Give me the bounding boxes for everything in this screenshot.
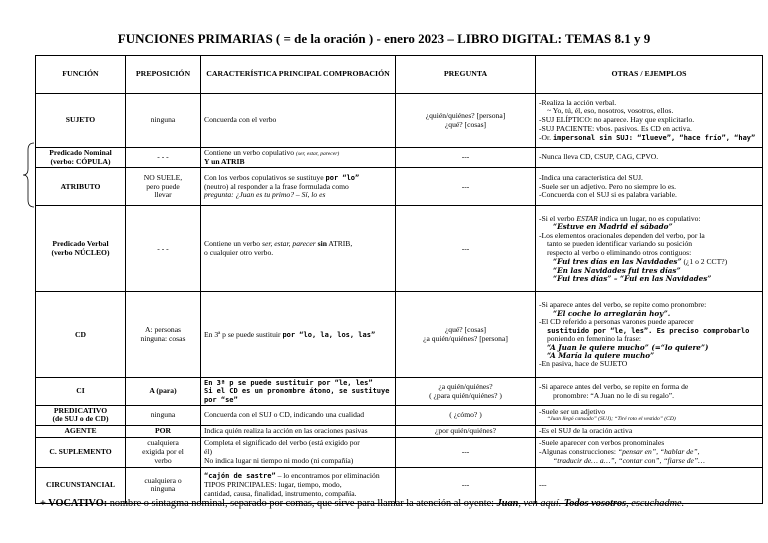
cell-otras: -Si el verbo ESTAR indica un lugar, no es copulativo: “Estuve en Madrid el sábado” -Los elementos oracionales dependen del verbo, por la tanto se pueden identificar variando su posición respecto al verbo o eliminando otros contiguos: “Fui tres días en las Navidades” (¿1 o 2 CCT?) “En las Navidades fui tres días” “Fui tres días” – “Fui en las Navidades” xyxy=(536,206,763,292)
header-funcion: FUNCIÓN xyxy=(36,56,126,94)
cell-preposicion: NO SUELE, pero puede llevar xyxy=(126,168,201,206)
cell-otras: -Realiza la acción verbal. ~ Yo, tú, él, eso, nosotros, vosotros, ellos. -SUJ ELÍPTICO: no aparece. Hay que explicitarlo. -SUJ PACIENTE: vbos. pasivos. Es CD en activa. -Or. impersonal sin SUJ: “Ilueve”, “hace frío”, “hay” xyxy=(536,94,763,148)
cell-caracteristica: Contiene un verbo ser, estar, parecer sin ATRIB, o cualquier otro verbo. xyxy=(201,206,396,292)
cell-pregunta: ( ¿cómo? ) xyxy=(396,405,536,425)
functions-table xyxy=(35,55,763,504)
cell-funcion: ATRIBUTO xyxy=(36,168,126,206)
header-row xyxy=(36,56,763,94)
cell-preposicion: A: personas ninguna: cosas xyxy=(126,292,201,378)
table-row-sujeto xyxy=(36,94,763,148)
cell-preposicion: - - - xyxy=(126,206,201,292)
cell-otras: -Indica una característica del SUJ. -Suele ser un adjetivo. Pero no siempre lo es. -Concuerda con el SUJ si es palabra variable. xyxy=(536,168,763,206)
cell-preposicion: cualquiera o ninguna xyxy=(126,467,201,503)
cell-otras: -Si aparece antes del verbo, se repite como pronombre: “El coche lo arreglarán hoy”. -El CD referido a personas varones puede aparecer sustituido por “le, les”. Es preciso comprobarlo poniendo en femenino la frase: “A Juan le quiere mucho” (=“lo quiere”) “A María la quiere mucho” -En pasiva, hace de SUJETO xyxy=(536,292,763,378)
table-row-cd xyxy=(36,292,763,378)
table-row-atributo xyxy=(36,168,763,206)
cell-caracteristica: “cajón de sastre” – lo encontramos por eliminación TIPOS PRINCIPALES: lugar, tiempo, modo, cantidad, causa, finalidad, instrumento, compañía. xyxy=(201,467,396,503)
cell-pregunta: ¿qué? [cosas] ¿a quién/quiénes? [persona] xyxy=(396,292,536,378)
table-row-predicado-nominal xyxy=(36,148,763,168)
cell-otras: -Si aparece antes del verbo, se repite en forma de pronombre: “A Juan no le di su regalo”. xyxy=(536,378,763,405)
cell-funcion: CIRCUNSTANCIAL xyxy=(36,467,126,503)
cell-preposicion: cualquiera exigida por el verbo xyxy=(126,437,201,467)
table-row-suplemento xyxy=(36,437,763,467)
cell-caracteristica: Contiene un verbo copulativo (ser, estar, parecer) Y un ATRIB xyxy=(201,148,396,168)
cell-funcion: SUJETO xyxy=(36,94,126,148)
cell-funcion: AGENTE xyxy=(36,426,126,438)
cell-pregunta: ¿quién/quiénes? [persona] ¿qué? [cosas] xyxy=(396,94,536,148)
table-row-predicativo xyxy=(36,405,763,425)
cell-pregunta: --- xyxy=(396,206,536,292)
cell-preposicion: POR xyxy=(126,426,201,438)
header-preposicion: PREPOSICIÓN xyxy=(126,56,201,94)
cell-caracteristica: Con los verbos copulativos se sustituye por “lo” (neutro) al responder a la frase formulada como pregunta: ¿Juan es tu primo? – Sí, lo es xyxy=(201,168,396,206)
cell-caracteristica: Completa el significado del verbo (está exigido por él) No indica lugar ni tiempo ni modo (ni compañía) xyxy=(201,437,396,467)
cell-funcion: CD xyxy=(36,292,126,378)
table-row-agente xyxy=(36,426,763,438)
brace-icon xyxy=(22,142,36,208)
cell-caracteristica: Indica quién realiza la acción en las oraciones pasivas xyxy=(201,426,396,438)
cell-otras: -Nunca lleva CD, CSUP, CAG, CPVO. xyxy=(536,148,763,168)
header-pregunta: PREGUNTA xyxy=(396,56,536,94)
table-row-ci xyxy=(36,378,763,405)
cell-pregunta: --- xyxy=(396,437,536,467)
cell-pregunta: ¿por quién/quiénes? xyxy=(396,426,536,438)
page-title: FUNCIONES PRIMARIAS ( = de la oración ) - enero 2023 – LIBRO DIGITAL: TEMAS 8.1 y 9 xyxy=(117,31,651,46)
cell-otras: --- xyxy=(536,467,763,503)
cell-pregunta: --- xyxy=(396,467,536,503)
cell-funcion: Predicado Verbal (verbo NÚCLEO) xyxy=(36,206,126,292)
cell-pregunta: --- xyxy=(396,148,536,168)
header-caracteristica: CARACTERÍSTICA PRINCIPAL COMPROBACIÓN xyxy=(201,56,396,94)
cell-funcion: CI xyxy=(36,378,126,405)
cell-funcion: Predicado Nominal (verbo: CÓPULA) xyxy=(36,148,126,168)
cell-preposicion: - - - xyxy=(126,148,201,168)
vocativo-note: + VOCATIVO: nombre o sintagma nominal, separado por comas, que sirve para llamar la atención al oyente: Juan, ven aquí. Todos vosotros, escuchadme. xyxy=(40,498,685,509)
cell-preposicion: ninguna xyxy=(126,405,201,425)
cell-funcion: C. SUPLEMENTO xyxy=(36,437,126,467)
table-row-predicado-verbal xyxy=(36,206,763,292)
cell-preposicion: A (para) xyxy=(126,378,201,405)
cell-caracteristica: En 3ª p se puede sustituir por “le, les” Si el CD es un pronombre átono, se sustituye por “se” xyxy=(201,378,396,405)
cell-otras: -Suele ser un adjetivo “Juan llegó cansado” (SUJ); “Tiré roto el vestido” (CD) xyxy=(536,405,763,425)
cell-otras: -Es el SUJ de la oración activa xyxy=(536,426,763,438)
cell-preposicion: ninguna xyxy=(126,94,201,148)
cell-caracteristica: Concuerda con el verbo xyxy=(201,94,396,148)
cell-caracteristica: Concuerda con el SUJ o CD, indicando una cualidad xyxy=(201,405,396,425)
cell-otras: -Suele aparecer con verbos pronominales -Algunas construcciones: “pensar en”, “hablar de”, “traducir de… a…”, “contar con”, “fiarse de”… xyxy=(536,437,763,467)
cell-caracteristica: En 3ª p se puede sustituir por “lo, la, los, las” xyxy=(201,292,396,378)
header-otras: OTRAS / EJEMPLOS xyxy=(536,56,763,94)
cell-pregunta: ¿a quién/quiénes? ( ¿para quién/quiénes? ) xyxy=(396,378,536,405)
cell-funcion: PREDICATIVO (de SUJ o de CD) xyxy=(36,405,126,425)
cell-pregunta: --- xyxy=(396,168,536,206)
